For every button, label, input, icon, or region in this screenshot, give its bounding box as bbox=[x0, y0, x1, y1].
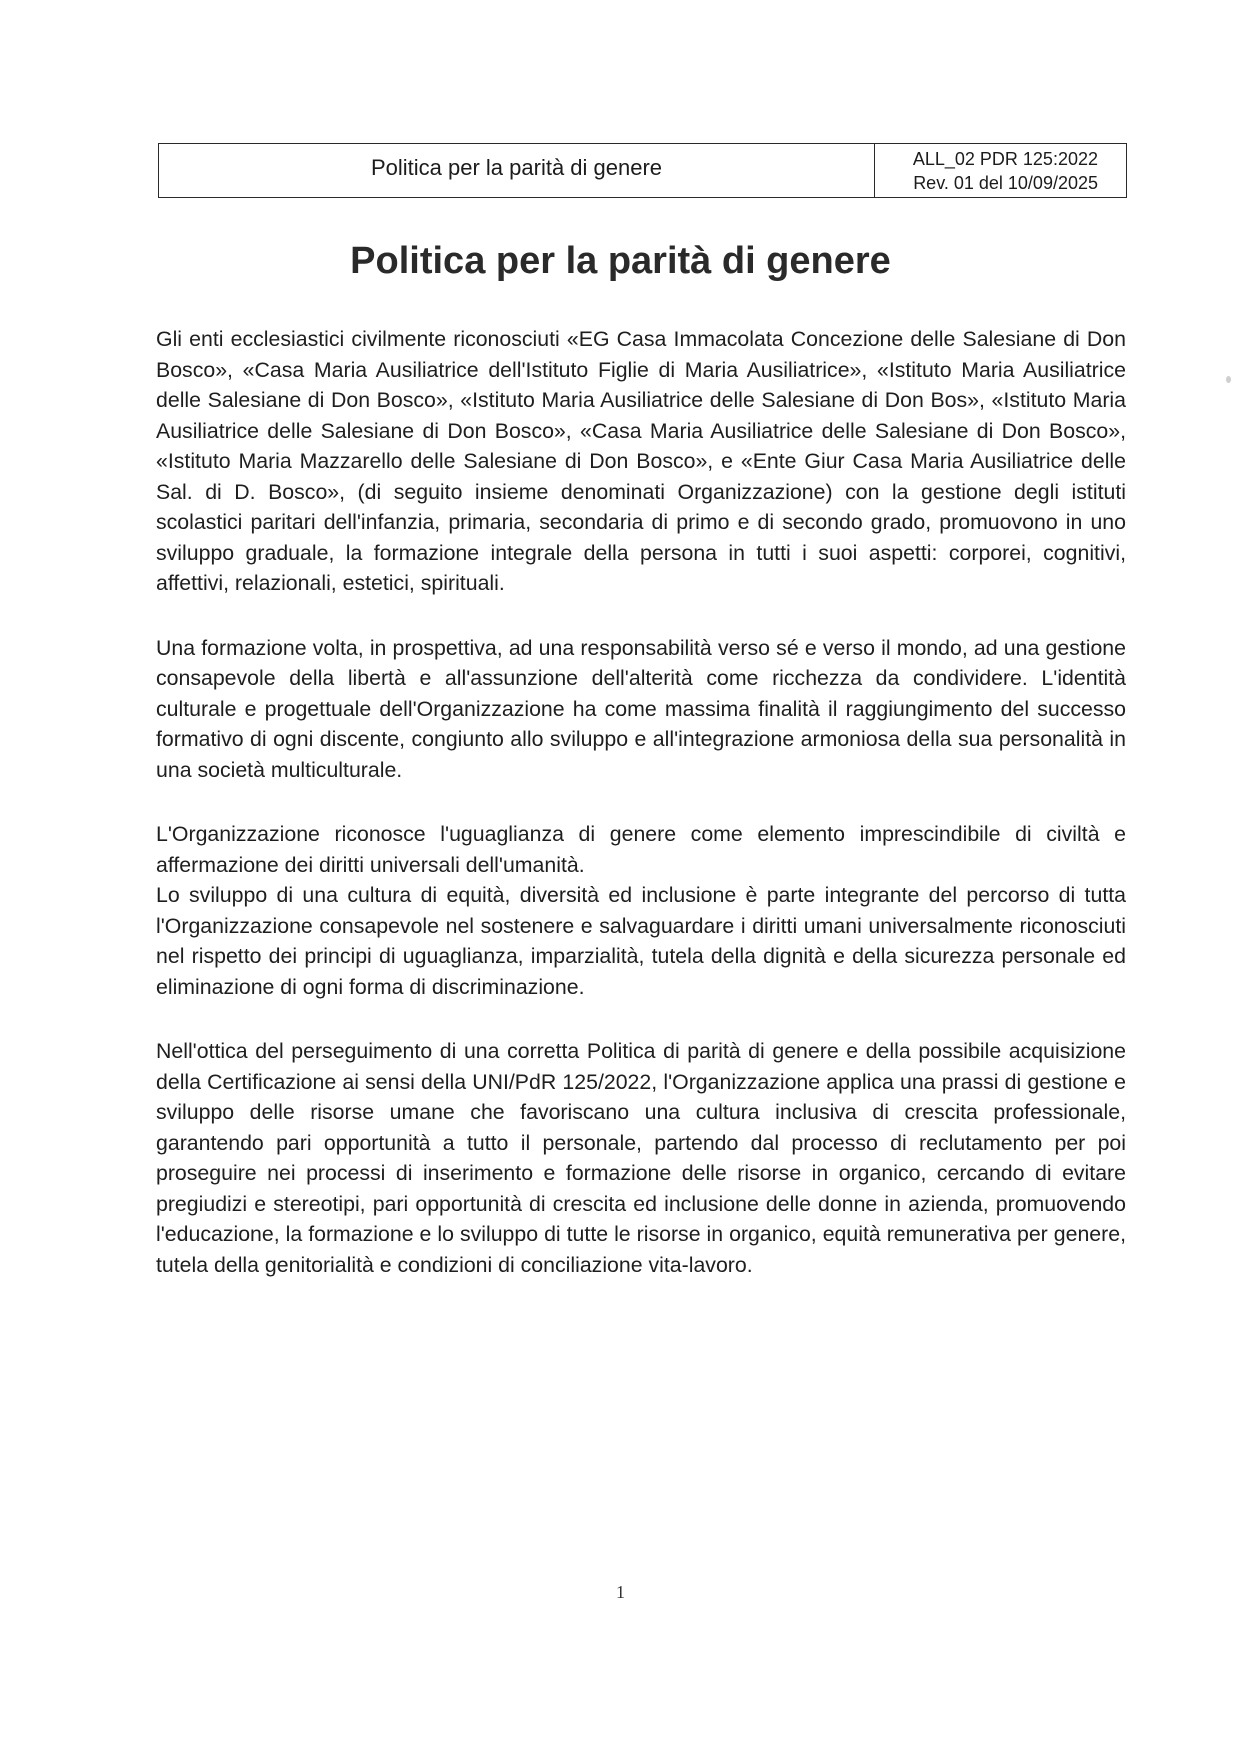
header-title: Politica per la parità di genere bbox=[370, 154, 663, 180]
document-header-table bbox=[158, 143, 1127, 198]
document-title: Politica per la parità di genere bbox=[350, 240, 891, 282]
paragraph-equita: Lo sviluppo di una cultura di equità, diversità ed inclusione è parte integrante del percorso di tutta l'Organizzazione consapevole nel sostenere e salvaguardare i diritti umani universalmente riconosciuti nel rispetto dei principi di uguaglianza, imparzialità, tutela della dignità e della sicurezza personale ed eliminazione di ogni forma di discriminazione. bbox=[156, 883, 1126, 999]
paragraph-enti: Gli enti ecclesiastici civilmente riconosciuti «EG Casa Immacolata Concezione delle Salesiane di Don Bosco», «Casa Maria Ausiliatrice dell'Istituto Figlie di Maria Ausiliatrice», «Istituto Maria Ausiliatrice delle Salesiane di Don Bosco», «Istituto Maria Ausiliatrice delle Salesiane di Don Bos», «Istituto Maria Ausiliatrice delle Salesiane di Don Bosco», «Casa Maria Ausiliatrice delle Salesiane di Don Bosco», «Istituto Maria Mazzarello delle Salesiane di Don Bosco», e «Ente Giur Casa Maria Ausiliatrice delle Sal. di D. Bosco», (di seguito insieme denominati Organizzazione) con la gestione degli istituti scolastici paritari dell'infanzia, primaria, secondaria di primo e di secondo grado, promuovono in uno sviluppo graduale, la formazione integrale della persona in tutti i suoi aspetti: corporei, cognitivi, affettivi, relazionali, estetici, spirituali. bbox=[156, 327, 1126, 595]
header-document-code: ALL_02 PDR 125:2022 bbox=[912, 148, 1098, 169]
document-body bbox=[156, 324, 1126, 1314]
header-reference bbox=[874, 144, 1126, 197]
scan-speck bbox=[1226, 376, 1231, 383]
paragraph-formazione: Una formazione volta, in prospettiva, ad una responsabilità verso sé e verso il mondo, ad una gestione consapevole della libertà e all'assunzione dell'alterità come ricchezza da condividere. L'identità culturale e progettuale dell'Organizzazione ha come massima finalità il raggiungimento del successo formativo di ogni discente, congiunto allo sviluppo e all'integrazione armoniosa della sua personalità in una società multiculturale. bbox=[156, 635, 1126, 782]
header-revision: Rev. 01 del 10/09/2025 bbox=[913, 172, 1098, 193]
page-number: 1 bbox=[616, 1582, 625, 1602]
paragraph-certificazione: Nell'ottica del perseguimento di una corretta Politica di parità di genere e della possibile acquisizione della Certificazione ai sensi della UNI/PdR 125/2022, l'Organizzazione applica una prassi di gestione e sviluppo delle risorse umane che favoriscano una cultura inclusiva di crescita professionale, garantendo pari opportunità a tutto il personale, partendo dal processo di reclutamento per poi proseguire nei processi di inserimento e formazione delle risorse in organico, cercando di evitare pregiudizi e stereotipi, pari opportunità di crescita ed inclusione delle donne in azienda, promuovendo l'educazione, la formazione e lo sviluppo di tutte le risorse in organico, equità remunerativa per genere, tutela della genitorialità e condizioni di conciliazione vita-lavoro. bbox=[156, 1039, 1126, 1277]
paragraph-uguaglianza: L'Organizzazione riconosce l'uguaglianza di genere come elemento imprescindibile di civiltà e affermazione dei diritti universali dell'umanità. bbox=[156, 822, 1126, 877]
